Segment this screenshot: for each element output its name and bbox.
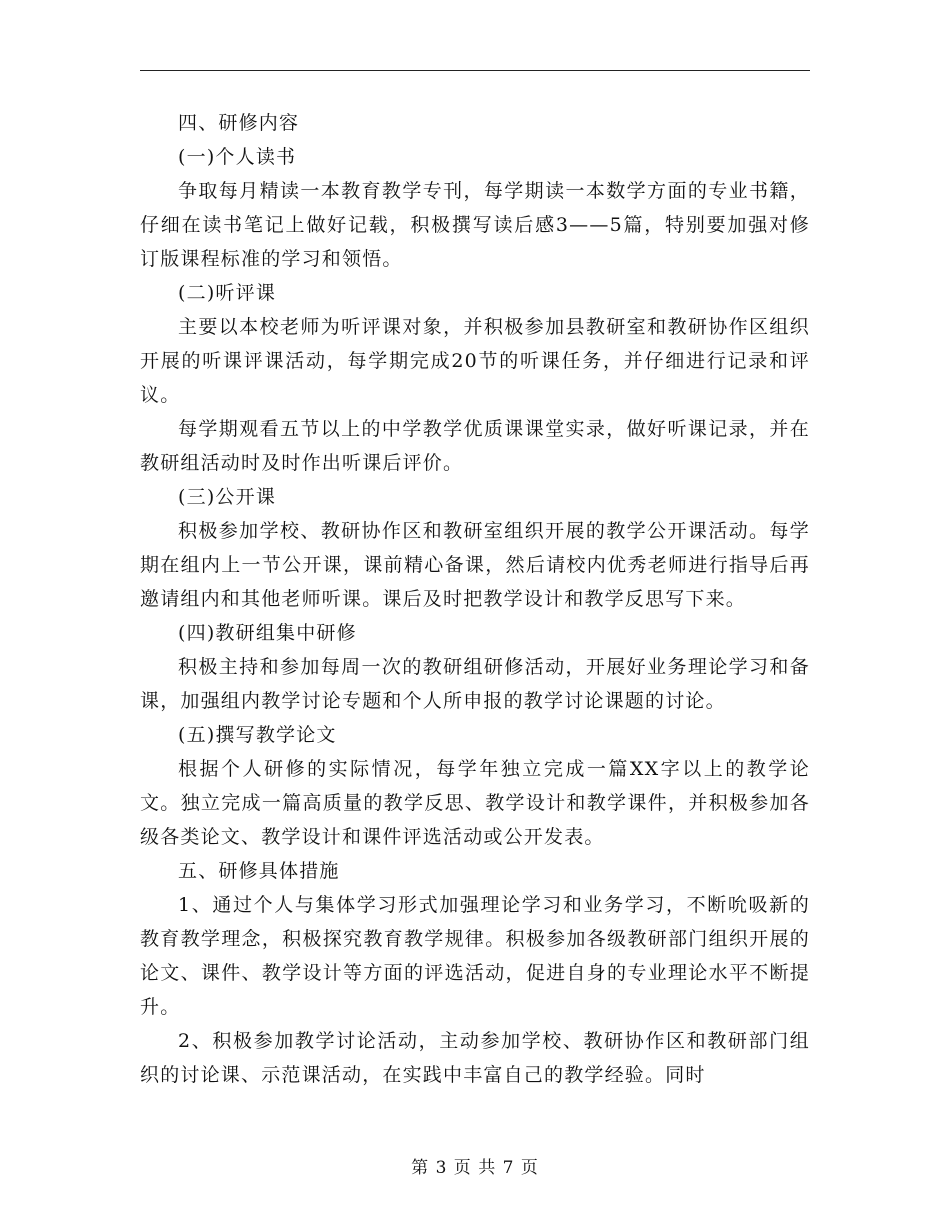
- subsection-4-paragraph: 积极主持和参加每周一次的教研组研修活动，开展好业务理论学习和备课，加强组内教学讨论专题和个人所申报的教学讨论课题的讨论。: [140, 656, 810, 712]
- subsection-2-paragraph-1: 主要以本校老师为听评课对象，并积极参加县教研室和教研协作区组织开展的听课评课活动，每学期完成20节的听课任务，并仔细进行记录和评议。: [140, 316, 810, 406]
- subsection-5-heading: (五)撰写教学论文: [178, 724, 337, 746]
- section-5-heading: 五、研修具体措施: [178, 860, 340, 882]
- subsection-5-paragraph: 根据个人研修的实际情况，每学年独立完成一篇XX字以上的教学论文。独立完成一篇高质量的教学反思、教学设计和教学课件，并积极参加各级各类论文、教学设计和课件评选活动或公开发表。: [140, 758, 810, 848]
- document-body: [140, 106, 810, 1092]
- subsection-1-paragraph: 争取每月精读一本教育教学专刊，每学期读一本数学方面的专业书籍，仔细在读书笔记上做好记载，积极撰写读后感3——5篇，特别要加强对修订版课程标准的学习和领悟。: [140, 180, 810, 270]
- subsection-4-heading: (四)教研组集中研修: [178, 622, 357, 644]
- measure-2-paragraph: 2、积极参加教学讨论活动，主动参加学校、教研协作区和教研部门组织的讨论课、示范课活动，在实践中丰富自己的教学经验。同时: [140, 1030, 810, 1086]
- section-4-heading: 四、研修内容: [178, 112, 300, 134]
- page-footer: 第 3 页 共 7 页: [411, 1158, 539, 1178]
- subsection-3-paragraph: 积极参加学校、教研协作区和教研室组织开展的教学公开课活动。每学期在组内上一节公开课，课前精心备课，然后请校内优秀老师进行指导后再邀请组内和其他老师听课。课后及时把教学设计和教学反思写下来。: [140, 520, 810, 610]
- subsection-3-heading: (三)公开课: [178, 486, 277, 508]
- subsection-2-paragraph-2: 每学期观看五节以上的中学教学优质课课堂实录，做好听课记录，并在教研组活动时及时作出听课后评价。: [140, 418, 810, 474]
- measure-1-paragraph: 1、通过个人与集体学习形式加强理论学习和业务学习，不断吮吸新的教育教学理念，积极探究教育教学规律。积极参加各级教研部门组织开展的论文、课件、教学设计等方面的评选活动，促进自身的专业理论水平不断提升。: [140, 894, 810, 1018]
- subsection-1-heading: (一)个人读书: [178, 146, 297, 168]
- header-rule: [140, 70, 810, 71]
- subsection-2-heading: (二)听评课: [178, 282, 277, 304]
